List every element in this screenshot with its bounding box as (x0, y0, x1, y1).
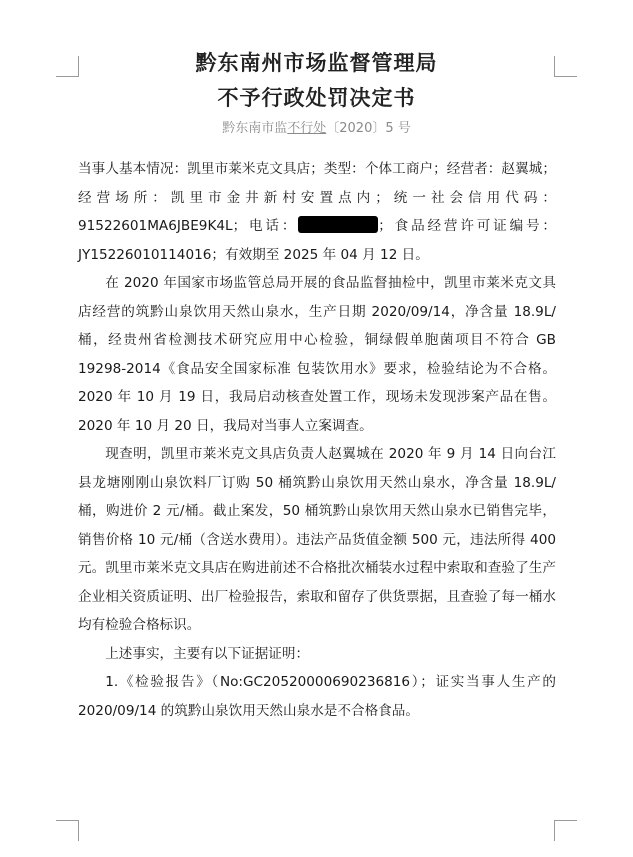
document-body (78, 155, 556, 725)
corner-mark-bottom-left (56, 820, 79, 841)
redaction-bar (298, 216, 378, 233)
corner-mark-bottom-right (554, 820, 577, 841)
paragraph-evidence-intro: 上述事实，主要有以下证据证明： (105, 645, 310, 662)
doc-number-underlined: 不行处 (287, 121, 327, 136)
paragraph-findings: 现查明，凯里市莱米克文具店负责人赵翼城在 2020 年 9 月 14 日向台江县龙塘刚刚山泉饮料厂订购 50 桶筑黔山泉饮用天然山泉水，净含量 18.9L/桶，购进价 2 元/桶。截止案发，50 桶筑黔山泉饮用天然山泉水已销售完毕，销售价格 10 元/桶（含送水费用）。违法产品货值金额 500 元，违法所得 400 元。凯里市莱米克文具店在购进前述不合格批次桶装水过程中索取和查验了生产企业相关资质证明、出厂检验报告，索取和留存了供货票据，且查验了每一桶水均有检验合格标识。 (78, 446, 556, 633)
party-info-text-a: 当事人基本情况：凯里市莱米克文具店；类型：个体工商户；经营者：赵翼城；经营场所：凯里市金井新村安置点内；统一社会信用代码：91522601MA6JBE9K4L；电话： (78, 161, 556, 234)
party-info (78, 155, 556, 269)
doc-number-suffix: 〔2020〕5 号 (326, 121, 411, 136)
paragraph-inspection: 在 2020 年国家市场监管总局开展的食品监督抽检中，凯里市莱米克文具店经营的筑黔山泉饮用天然山泉水，生产日期 2020/09/14，净含量 18.9L/桶，经贵州省检测技术研究应用中心检验，铜绿假单胞菌项目不符合 GB 19298-2014《食品安全国家标准 包装饮用水》要求，检验结论为不合格。2020 年 10 月 19 日，我局启动核查处置工作，现场未发现涉案产品在售。2020 年 10 月 20 日，我局对当事人立案调查。 (78, 275, 556, 434)
party-info-text-b: ；食品经营许可证编号：JY15226010114016；有效期至 2025 年 04 月 12 日。 (78, 218, 557, 263)
doc-number-prefix: 黔东南市监 (222, 121, 288, 136)
evidence-item-1: 1.《检验报告》（No:GC20520000690236816）；证实当事人生产的 2020/09/14 的筑黔山泉饮用天然山泉水是不合格食品。 (78, 674, 556, 719)
document-title-agency: 黔东南州市场监督管理局 (195, 50, 438, 75)
document-title-decision: 不予行政处罚决定书 (217, 85, 416, 110)
document-number (0, 117, 633, 136)
